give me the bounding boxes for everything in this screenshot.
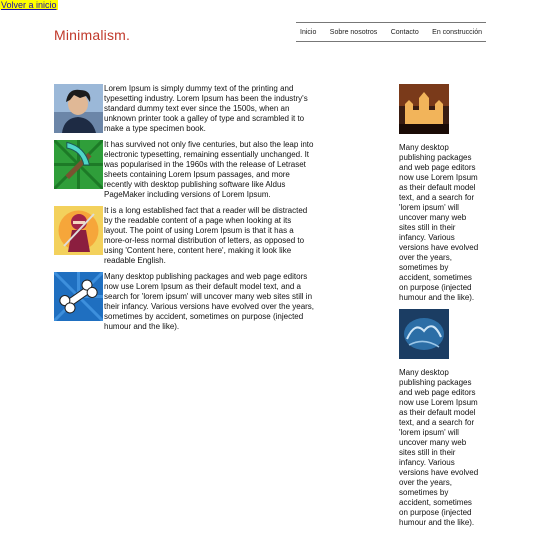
sidebar-text: Many desktop publishing packages and web page editors now use Lorem Ipsum as their default model text, and a search for 'lorem ipsum' will uncover many web sites still in their infancy. Various versions have evolved over the years, sometimes by accident, sometimes on purpose (injected humour and the like). [399,368,479,527]
bone-image [54,272,103,321]
article-entry [54,84,316,140]
pickaxe-image [54,140,103,189]
article-text: Lorem Ipsum is simply dummy text of the printing and typesetting industry. Lorem Ipsum has been the industry's standard dummy text ever since the 1500s, when an unknown printer took a galley of type and scrambled it to make a type specimen book. [104,84,308,133]
article-entry [54,206,316,272]
article-text: Many desktop publishing packages and web page editors now use Lorem Ipsum as their default model text, and a search for 'lorem ipsum' will uncover many web sites still in their infancy. Various versions have evolved over the years, sometimes by accident, sometimes on purpose (injected humour and the like). [104,272,315,331]
main-content [54,84,316,338]
ninja-character-image [54,206,103,255]
castle-artwork-image [399,84,449,134]
article-entry [54,272,316,338]
article-entry [54,140,316,206]
blue-artwork-image [399,309,449,359]
site-logo: Minimalism. [54,27,131,43]
nav-item-contacto[interactable]: Contacto [390,28,419,36]
back-home-link[interactable]: Volver a inicio [1,0,57,10]
sidebar-text: Many desktop publishing packages and web page editors now use Lorem Ipsum as their default model text, and a search for 'lorem ipsum' will uncover many web sites still in their infancy. Various versions have evolved over the years, sometimes by accident, sometimes on purpose (injected humour and the like). [399,143,479,302]
article-text: It has survived not only five centuries, but also the leap into electronic typesetting, remaining essentially unchanged. It was popularised in the 1960s with the release of Letraset sheets containing Lorem Ipsum passages, and more recently with desktop publishing software like Aldus PageMaker including versions of Lorem Ipsum. [104,140,314,199]
nav-item-inicio[interactable]: Inicio [300,28,317,36]
nav-item-en-construccion[interactable]: En construcción [432,28,482,36]
main-nav [296,22,486,42]
article-text: It is a long established fact that a reader will be distracted by the readable content of a page when looking at its layout. The point of using Lorem Ipsum is that it has a more-or-less normal distribution of letters, as opposed to using 'Content here, content here', making it look like readable English. [104,206,308,265]
sidebar [399,84,481,534]
person-portrait-image [54,84,103,133]
nav-item-sobre-nosotros[interactable]: Sobre nosotros [329,28,378,36]
